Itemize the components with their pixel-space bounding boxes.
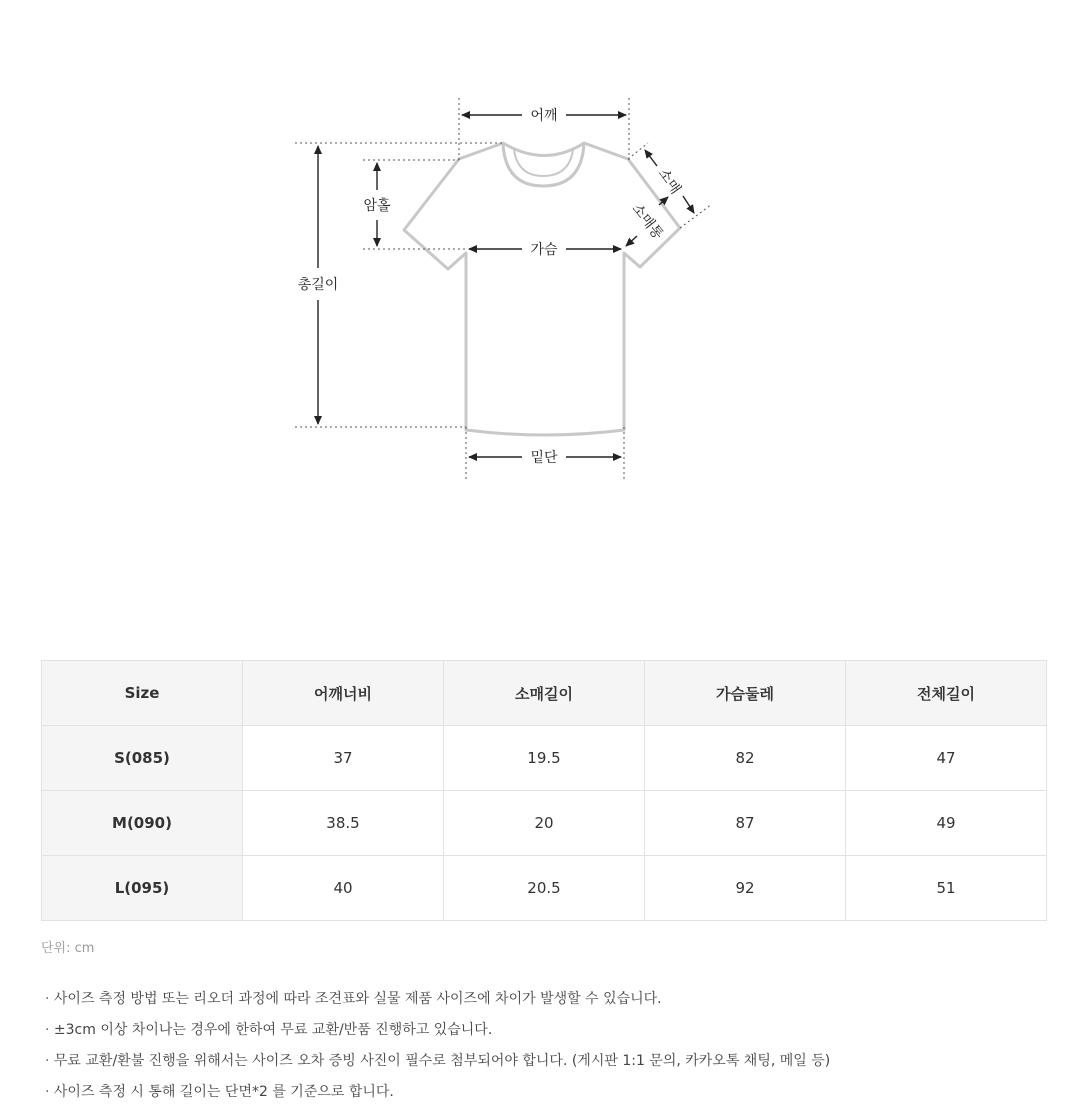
header-chest: 가슴둘레: [645, 661, 846, 726]
size-chart-table: [41, 660, 1047, 921]
shoulder-label: 어깨: [530, 108, 558, 124]
row-size-label: M(090): [42, 791, 243, 856]
table-row: [42, 856, 1047, 921]
table-cell: 87: [645, 791, 846, 856]
header-sleeve-length: 소매길이: [444, 661, 645, 726]
hem-label: 밑단: [530, 450, 558, 466]
table-cell: 20: [444, 791, 645, 856]
table-cell: 19.5: [444, 726, 645, 791]
row-size-label: S(085): [42, 726, 243, 791]
chest-label: 가슴: [530, 242, 558, 258]
table-cell: 38.5: [243, 791, 444, 856]
list-item: · 무료 교환/환불 진행을 위해서는 사이즈 오차 증빙 사진이 필수로 첨부되어야 합니다. (게시판 1:1 문의, 카카오톡 채팅, 메일 등): [45, 1050, 830, 1081]
list-item: · ±3cm 이상 차이나는 경우에 한하여 무료 교환/반품 진행하고 있습니다.: [45, 1019, 830, 1050]
table-row: [42, 791, 1047, 856]
table-cell: 47: [846, 726, 1047, 791]
header-shoulder-width: 어깨너비: [243, 661, 444, 726]
tshirt-measurement-diagram: [0, 0, 1088, 520]
table-cell: 49: [846, 791, 1047, 856]
list-item: · 사이즈 측정 시 통해 길이는 단면*2 를 기준으로 합니다.: [45, 1081, 830, 1112]
table-cell: 40: [243, 856, 444, 921]
table-cell: 37: [243, 726, 444, 791]
sleeve-label: 소매: [654, 165, 684, 198]
header-total-length: 전체길이: [846, 661, 1047, 726]
size-notes-list: [45, 988, 830, 1112]
header-size: Size: [42, 661, 243, 726]
sleeve-width-label: 소매통: [628, 200, 667, 243]
table-cell: 51: [846, 856, 1047, 921]
list-item: · 사이즈 측정 방법 또는 리오더 과정에 따라 조견표와 실물 제품 사이즈에 차이가 발생할 수 있습니다.: [45, 988, 830, 1019]
total-length-label: 총길이: [297, 277, 339, 293]
table-header-row: [42, 661, 1047, 726]
table-cell: 20.5: [444, 856, 645, 921]
table-cell: 82: [645, 726, 846, 791]
row-size-label: L(095): [42, 856, 243, 921]
table-cell: 92: [645, 856, 846, 921]
table-row: [42, 726, 1047, 791]
armhole-label: 암홀: [363, 198, 391, 214]
unit-label: 단위: cm: [41, 941, 95, 956]
